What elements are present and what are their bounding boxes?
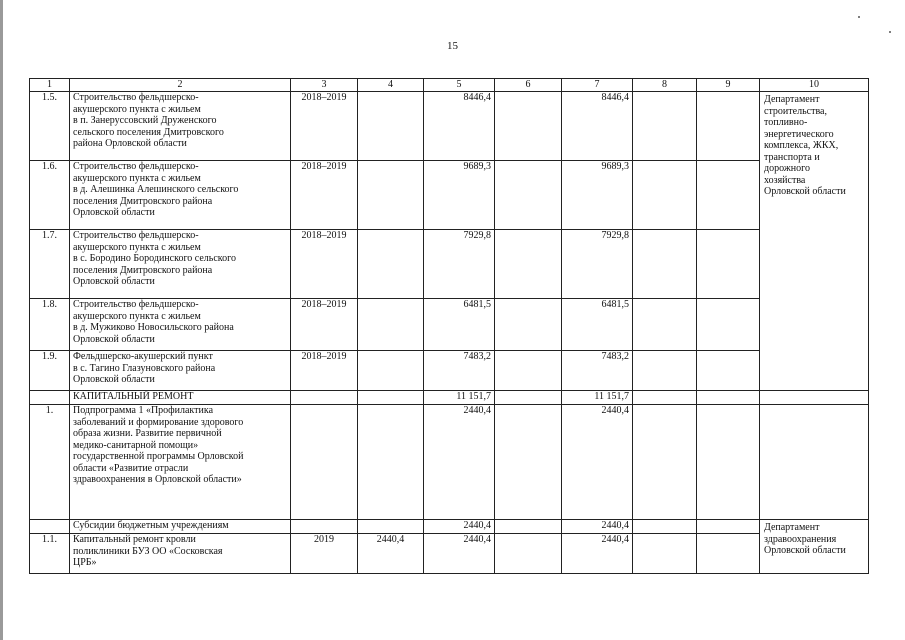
row-col8	[633, 299, 697, 351]
row-col8	[633, 161, 697, 230]
row-col8	[633, 391, 697, 405]
row-name: Строительство фельдшерско- акушерского пункта с жильем в д. Алешинка Алешинского сельского поселения Дмитровского района Орловской области	[70, 161, 291, 230]
row-col4	[358, 230, 424, 299]
row-col4	[358, 405, 424, 520]
row-col5: 2440,4	[424, 520, 495, 534]
row-col7: 2440,4	[562, 405, 633, 520]
row-col8	[633, 405, 697, 520]
row-col7: 7929,8	[562, 230, 633, 299]
header-cell: 4	[358, 79, 424, 92]
row-col8	[633, 534, 697, 574]
row-col6	[495, 299, 562, 351]
row-period: 2018–2019	[291, 161, 358, 230]
row-col4	[358, 391, 424, 405]
row-number	[30, 520, 70, 534]
scan-edge	[0, 0, 3, 640]
table-row	[30, 534, 869, 574]
table-row	[30, 230, 869, 299]
row-col6	[495, 391, 562, 405]
row-col8	[633, 520, 697, 534]
scan-speck	[858, 16, 860, 18]
row-name: Капитальный ремонт кровли поликлиники БУЗ ОО «Сосковская ЦРБ»	[70, 534, 291, 574]
row-number: 1.6.	[30, 161, 70, 230]
table-row	[30, 405, 869, 520]
row-col4	[358, 351, 424, 391]
program-table	[29, 78, 869, 574]
row-col6	[495, 534, 562, 574]
row-number: 1.	[30, 405, 70, 520]
page-number: 15	[447, 40, 458, 52]
header-cell: 6	[495, 79, 562, 92]
table-row	[30, 161, 869, 230]
row-name: Строительство фельдшерско- акушерского пункта с жильем в п. Занеруссовский Друженского сельского поселения Дмитровского района Орловской области	[70, 92, 291, 161]
table-row	[30, 92, 869, 161]
row-col7: 7483,2	[562, 351, 633, 391]
row-name: Подпрограмма 1 «Профилактика заболеваний и формирование здорового образа жизни. Развитие первичной медико-санитарной помощи» государственной программы Орловской области «Развитие отрасли здравоохранения в Орловской области»	[70, 405, 291, 520]
row-number: 1.8.	[30, 299, 70, 351]
row-col4	[358, 299, 424, 351]
row-col5: 6481,5	[424, 299, 495, 351]
scan-speck	[889, 31, 891, 33]
row-period: 2018–2019	[291, 299, 358, 351]
row-col4	[358, 161, 424, 230]
row-col5: 9689,3	[424, 161, 495, 230]
row-name: Фельдшерско-акушерский пункт в с. Тагино Глазуновского района Орловской области	[70, 351, 291, 391]
table-row	[30, 520, 869, 534]
header-cell: 5	[424, 79, 495, 92]
row-number: 1.1.	[30, 534, 70, 574]
row-col5: 2440,4	[424, 534, 495, 574]
row-name: Строительство фельдшерско- акушерского пункта с жильем в с. Бородино Бородинского сельского поселения Дмитровского района Орловской области	[70, 230, 291, 299]
row-col6	[495, 520, 562, 534]
row-col7: 11 151,7	[562, 391, 633, 405]
row-col4: 2440,4	[358, 534, 424, 574]
row-col9	[697, 520, 760, 534]
responsible-department: Департамент строительства, топливно- энергетического комплекса, ЖКХ, транспорта и дорожного хозяйства Орловской области	[760, 92, 869, 391]
row-col4	[358, 92, 424, 161]
row-col4	[358, 520, 424, 534]
row-col5: 7929,8	[424, 230, 495, 299]
header-cell: 10	[760, 79, 869, 92]
row-col8	[633, 230, 697, 299]
row-col7: 8446,4	[562, 92, 633, 161]
row-col5: 2440,4	[424, 405, 495, 520]
responsible-department: Департамент здравоохранения Орловской области	[760, 520, 869, 574]
row-number: 1.7.	[30, 230, 70, 299]
row-col10	[760, 391, 869, 405]
row-col9	[697, 351, 760, 391]
row-number: 1.9.	[30, 351, 70, 391]
row-period	[291, 405, 358, 520]
header-cell: 3	[291, 79, 358, 92]
row-period: 2018–2019	[291, 351, 358, 391]
row-period: 2018–2019	[291, 230, 358, 299]
row-col9	[697, 391, 760, 405]
row-col6	[495, 92, 562, 161]
row-col9	[697, 230, 760, 299]
row-name: Субсидии бюджетным учреждениям	[70, 520, 291, 534]
header-cell: 1	[30, 79, 70, 92]
row-col5: 8446,4	[424, 92, 495, 161]
header-cell: 2	[70, 79, 291, 92]
row-col7: 2440,4	[562, 520, 633, 534]
row-col7: 9689,3	[562, 161, 633, 230]
header-cell: 9	[697, 79, 760, 92]
row-col6	[495, 161, 562, 230]
row-number	[30, 391, 70, 405]
header-row	[30, 79, 869, 92]
row-col9	[697, 161, 760, 230]
row-period	[291, 391, 358, 405]
header-cell: 7	[562, 79, 633, 92]
table-row	[30, 391, 869, 405]
row-col5: 7483,2	[424, 351, 495, 391]
row-col7: 2440,4	[562, 534, 633, 574]
row-col9	[697, 405, 760, 520]
row-col9	[697, 92, 760, 161]
header-cell: 8	[633, 79, 697, 92]
row-col6	[495, 230, 562, 299]
row-period	[291, 520, 358, 534]
row-col8	[633, 92, 697, 161]
row-col10	[760, 405, 869, 520]
row-col8	[633, 351, 697, 391]
row-number: 1.5.	[30, 92, 70, 161]
row-period: 2018–2019	[291, 92, 358, 161]
row-col6	[495, 405, 562, 520]
row-col5: 11 151,7	[424, 391, 495, 405]
row-period: 2019	[291, 534, 358, 574]
row-col7: 6481,5	[562, 299, 633, 351]
row-col9	[697, 299, 760, 351]
table-row	[30, 299, 869, 351]
row-name: КАПИТАЛЬНЫЙ РЕМОНТ	[70, 391, 291, 405]
row-col9	[697, 534, 760, 574]
row-col6	[495, 351, 562, 391]
row-name: Строительство фельдшерско- акушерского пункта с жильем в д. Мужиково Новосильского района Орловской области	[70, 299, 291, 351]
table-row	[30, 351, 869, 391]
